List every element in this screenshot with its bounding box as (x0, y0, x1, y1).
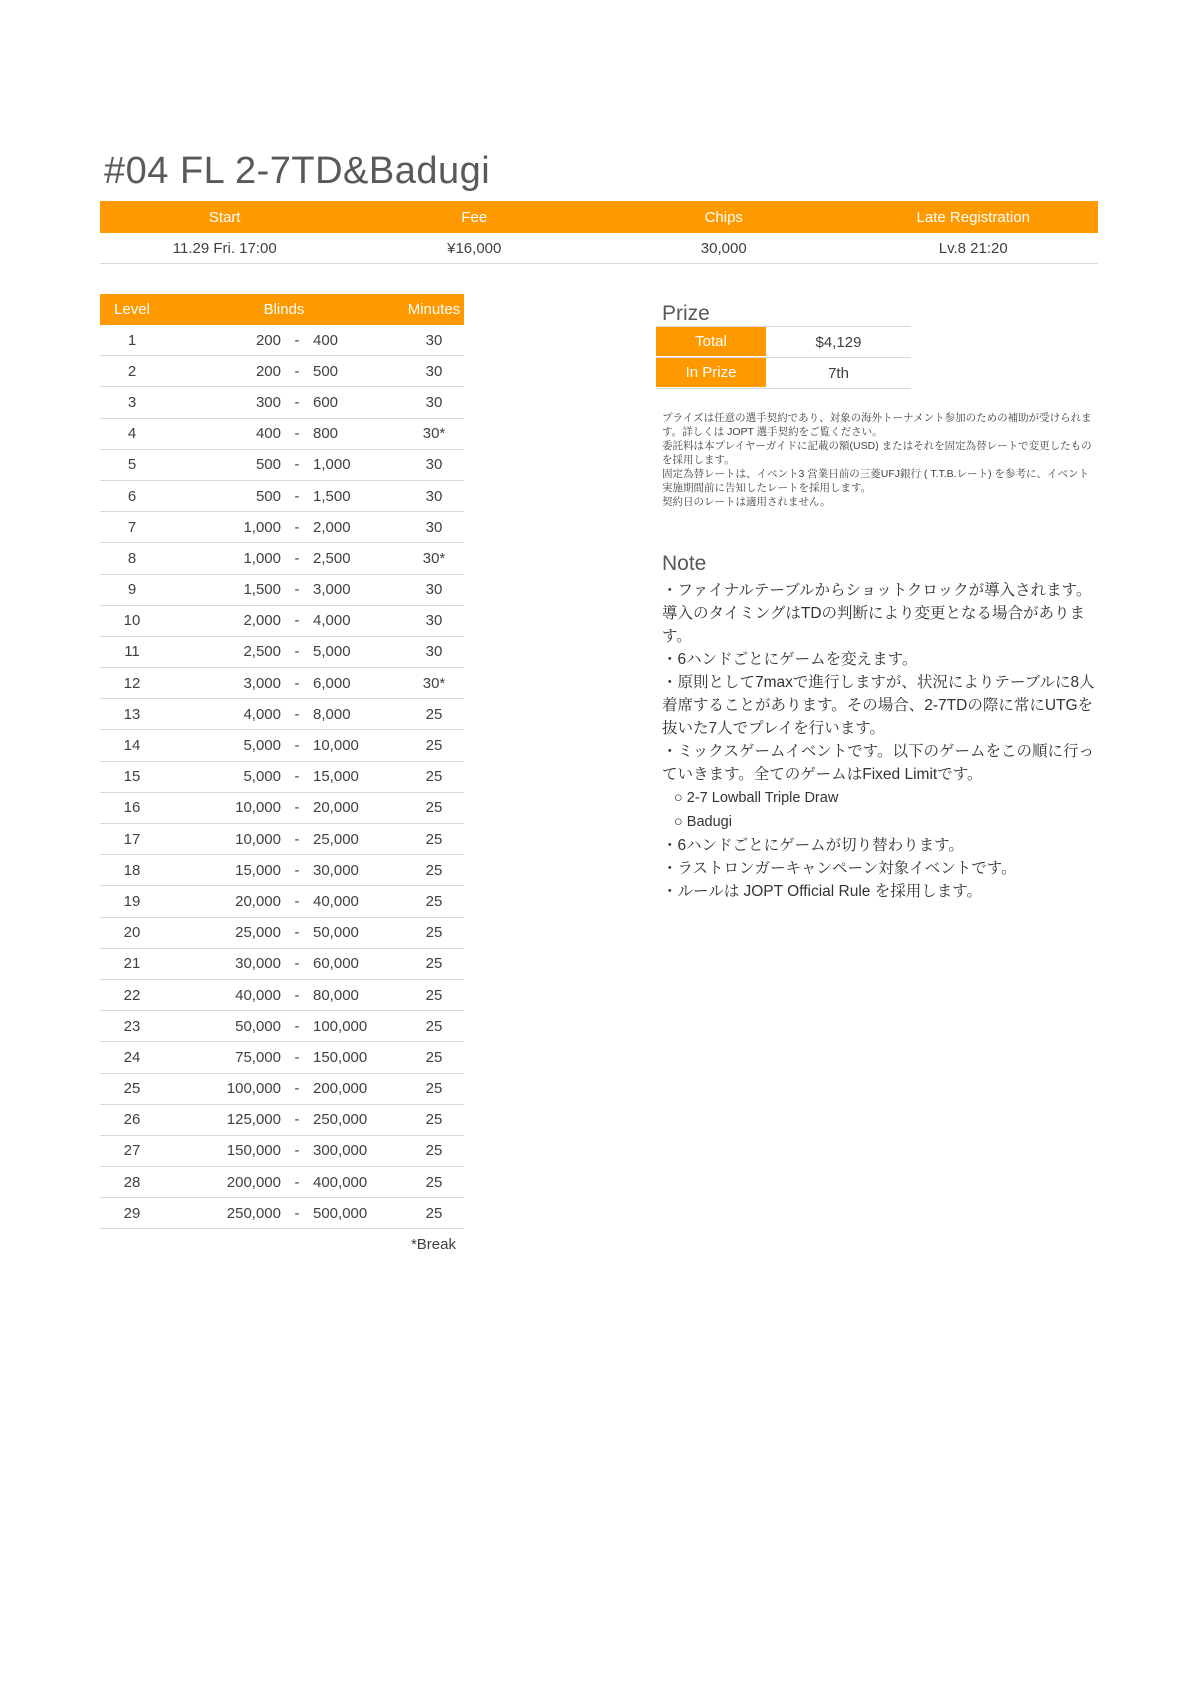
level-cell: 17 (123, 830, 141, 848)
small-blind: 1,500 (243, 581, 281, 599)
blinds-cell (164, 394, 404, 411)
blind-level-row (100, 793, 464, 824)
prize-notes (662, 411, 1092, 509)
small-blind: 3,000 (243, 674, 281, 692)
level-cell: 25 (123, 1080, 141, 1098)
blinds-cell (164, 1142, 404, 1159)
prize-note: 契約日のレートは適用されません。 (662, 496, 831, 508)
big-blind: 2,000 (313, 518, 351, 536)
blinds-cell (164, 1049, 404, 1066)
blind-separator: - (294, 799, 300, 817)
small-blind: 15,000 (235, 861, 281, 879)
big-blind: 2,500 (313, 549, 351, 567)
blind-separator: - (294, 737, 300, 755)
level-cell: 27 (123, 1142, 141, 1160)
minutes-cell: 25 (425, 830, 443, 848)
level-cell: 23 (123, 1017, 141, 1035)
minutes-cell: 25 (425, 1204, 443, 1222)
header-blinds: Blinds (263, 301, 305, 318)
event-info-header (100, 201, 1098, 233)
blinds-cell (164, 1174, 404, 1191)
blind-separator: - (294, 581, 300, 599)
small-blind: 30,000 (235, 955, 281, 973)
minutes-cell: 25 (425, 955, 443, 973)
level-cell: 26 (123, 1111, 141, 1129)
prize-label-in-prize: In Prize (656, 358, 766, 388)
blind-separator: - (294, 861, 300, 879)
note-body (662, 579, 1102, 903)
blind-separator: - (294, 643, 300, 661)
blind-level-row (100, 1105, 464, 1136)
blind-separator: - (294, 1173, 300, 1191)
value-start: 11.29 Fri. 17:00 (172, 239, 277, 257)
blind-separator: - (294, 705, 300, 723)
minutes-cell: 30 (425, 518, 443, 536)
small-blind: 10,000 (235, 830, 281, 848)
big-blind: 15,000 (313, 768, 359, 786)
small-blind: 200,000 (226, 1173, 281, 1191)
level-cell: 6 (127, 487, 137, 505)
header-late-registration: Late Registration (916, 208, 1030, 226)
note-title: Note (662, 552, 707, 575)
level-cell: 28 (123, 1173, 141, 1191)
level-cell: 3 (127, 393, 137, 411)
blinds-cell (164, 488, 404, 505)
level-cell: 15 (123, 768, 141, 786)
blinds-cell (164, 924, 404, 941)
small-blind: 300 (255, 393, 281, 411)
minutes-cell: 25 (425, 1173, 443, 1191)
blind-separator: - (294, 892, 300, 910)
blinds-cell (164, 363, 404, 380)
big-blind: 6,000 (313, 674, 351, 692)
blind-level-row (100, 1042, 464, 1073)
level-cell: 12 (123, 674, 141, 692)
note-item: ・原則として7maxで進行しますが、状況によりテーブルに8人着席することがあります。その場合、2-7TDの際に常にUTGを抜いた7人でプレイを行います。 (662, 674, 1095, 737)
blind-separator: - (294, 456, 300, 474)
blinds-cell (164, 831, 404, 848)
blind-level-row (100, 1136, 464, 1167)
blind-level-row (100, 637, 464, 668)
blind-separator: - (294, 768, 300, 786)
level-cell: 29 (123, 1204, 141, 1222)
big-blind: 25,000 (313, 830, 359, 848)
big-blind: 8,000 (313, 705, 351, 723)
small-blind: 75,000 (235, 1048, 281, 1066)
minutes-cell: 30 (425, 487, 443, 505)
minutes-cell: 30* (422, 674, 446, 692)
big-blind: 800 (313, 425, 339, 443)
big-blind: 500,000 (313, 1204, 368, 1222)
minutes-cell: 30 (425, 456, 443, 474)
minutes-cell: 25 (425, 892, 443, 910)
small-blind: 100,000 (226, 1080, 281, 1098)
big-blind: 500 (313, 362, 339, 380)
blind-level-row (100, 356, 464, 387)
value-late-registration: Lv.8 21:20 (938, 239, 1008, 257)
level-cell: 7 (127, 518, 137, 536)
minutes-cell: 25 (425, 799, 443, 817)
blind-level-row (100, 481, 464, 512)
level-cell: 19 (123, 892, 141, 910)
note-item: ・ファイナルテーブルからショットクロックが導入されます。導入のタイミングはTDの判断により変更となる場合があります。 (662, 582, 1092, 645)
minutes-cell: 25 (425, 986, 443, 1004)
minutes-cell: 30 (425, 612, 443, 630)
header-level: Level (114, 301, 150, 318)
small-blind: 500 (255, 487, 281, 505)
minutes-cell: 25 (425, 768, 443, 786)
note-item: ・ルールは JOPT Official Rule を採用します。 (662, 883, 982, 900)
big-blind: 80,000 (313, 986, 359, 1004)
level-cell: 1 (127, 331, 137, 349)
blinds-cell (164, 799, 404, 816)
blind-level-row (100, 387, 464, 418)
level-cell: 22 (123, 986, 141, 1004)
small-blind: 500 (255, 456, 281, 474)
header-start: Start (208, 208, 241, 226)
blind-level-row (100, 575, 464, 606)
big-blind: 5,000 (313, 643, 351, 661)
event-info-table (100, 201, 1098, 264)
blind-level-row (100, 1198, 464, 1229)
blind-structure-table (100, 294, 464, 1229)
minutes-cell: 25 (425, 705, 443, 723)
small-blind: 5,000 (243, 737, 281, 755)
event-info-values (100, 233, 1098, 264)
prize-note: プライズは任意の選手契約であり、対象の海外トーナメント参加のための補助が受けられます。詳しくは JOPT 選手契約をご覧ください。 (662, 412, 1092, 438)
small-blind: 5,000 (243, 768, 281, 786)
break-note: *Break (410, 1236, 456, 1253)
big-blind: 300,000 (313, 1142, 368, 1160)
blind-separator: - (294, 830, 300, 848)
blind-level-row (100, 824, 464, 855)
prize-value-total: $4,129 (815, 333, 862, 351)
blind-level-row (100, 419, 464, 450)
blind-level-row (100, 730, 464, 761)
big-blind: 40,000 (313, 892, 359, 910)
level-cell: 9 (127, 581, 137, 599)
note-item: ・6ハンドごとにゲームを変えます。 (662, 651, 918, 668)
value-chips: 30,000 (700, 239, 747, 257)
blind-level-row (100, 543, 464, 574)
big-blind: 1,500 (313, 487, 351, 505)
minutes-cell: 30* (422, 425, 446, 443)
blinds-cell (164, 893, 404, 910)
header-minutes: Minutes (407, 301, 461, 318)
prize-title: Prize (662, 302, 710, 325)
prize-value-in-prize: 7th (828, 364, 849, 382)
blinds-cell (164, 519, 404, 536)
prize-label-total: Total (656, 327, 766, 357)
note-item: ・ミックスゲームイベントです。以下のゲームをこの順に行っていきます。全てのゲームはFixed Limitです。 (662, 743, 1094, 783)
small-blind: 20,000 (235, 892, 281, 910)
blinds-cell (164, 332, 404, 349)
minutes-cell: 25 (425, 861, 443, 879)
blind-separator: - (294, 612, 300, 630)
blind-level-row (100, 762, 464, 793)
blind-level-row (100, 668, 464, 699)
blind-separator: - (294, 331, 300, 349)
minutes-cell: 30 (425, 643, 443, 661)
small-blind: 50,000 (235, 1017, 281, 1035)
small-blind: 25,000 (235, 924, 281, 942)
level-cell: 13 (123, 705, 141, 723)
blind-separator: - (294, 393, 300, 411)
level-cell: 24 (123, 1048, 141, 1066)
blind-separator: - (294, 1017, 300, 1035)
blinds-cell (164, 987, 404, 1004)
minutes-cell: 25 (425, 1048, 443, 1066)
blind-separator: - (294, 1111, 300, 1129)
blinds-cell (164, 612, 404, 629)
big-blind: 3,000 (313, 581, 351, 599)
blind-separator: - (294, 924, 300, 942)
minutes-cell: 30 (425, 581, 443, 599)
blinds-cell (164, 550, 404, 567)
small-blind: 200 (255, 331, 281, 349)
blinds-cell (164, 425, 404, 442)
blinds-cell (164, 1111, 404, 1128)
small-blind: 250,000 (226, 1204, 281, 1222)
blind-level-row (100, 886, 464, 917)
prize-row-total (656, 327, 911, 358)
page-title: #04 FL 2-7TD&Badugi (104, 150, 491, 192)
blind-separator: - (294, 986, 300, 1004)
big-blind: 60,000 (313, 955, 359, 973)
blinds-cell (164, 706, 404, 723)
minutes-cell: 25 (425, 1017, 443, 1035)
small-blind: 150,000 (226, 1142, 281, 1160)
header-chips: Chips (704, 208, 743, 226)
small-blind: 1,000 (243, 518, 281, 536)
blinds-cell (164, 768, 404, 785)
big-blind: 10,000 (313, 737, 359, 755)
blind-separator: - (294, 1204, 300, 1222)
blinds-header (100, 294, 464, 325)
blind-separator: - (294, 518, 300, 536)
minutes-cell: 30 (425, 362, 443, 380)
blind-level-row (100, 980, 464, 1011)
level-cell: 14 (123, 737, 141, 755)
small-blind: 200 (255, 362, 281, 380)
level-cell: 5 (127, 456, 137, 474)
blind-level-row (100, 1011, 464, 1042)
level-cell: 2 (127, 362, 137, 380)
blinds-cell (164, 1080, 404, 1097)
big-blind: 600 (313, 393, 339, 411)
blind-level-row (100, 325, 464, 356)
blinds-cell (164, 456, 404, 473)
minutes-cell: 25 (425, 1142, 443, 1160)
minutes-cell: 25 (425, 1080, 443, 1098)
prize-note: 固定為替レートは、イベント3 営業日前の三菱UFJ銀行 ( T.T.B.レート) を参考に、イベント実施期間前に告知したレートを採用します。 (662, 468, 1090, 494)
note-item: ・ラストロンガーキャンペーン対象イベントです。 (662, 860, 1017, 877)
blinds-cell (164, 955, 404, 972)
blind-separator: - (294, 1048, 300, 1066)
game-item: ○ Badugi (674, 814, 732, 830)
level-cell: 18 (123, 861, 141, 879)
prize-table (656, 326, 911, 389)
big-blind: 50,000 (313, 924, 359, 942)
blind-separator: - (294, 549, 300, 567)
blind-level-row (100, 1167, 464, 1198)
blind-level-row (100, 949, 464, 980)
blind-level-row (100, 606, 464, 637)
blind-separator: - (294, 955, 300, 973)
prize-row-in-prize (656, 358, 911, 389)
blind-separator: - (294, 1080, 300, 1098)
blinds-cell (164, 643, 404, 660)
small-blind: 400 (255, 425, 281, 443)
header-fee: Fee (461, 208, 488, 226)
blinds-cell (164, 1205, 404, 1222)
blind-level-row (100, 855, 464, 886)
level-cell: 10 (123, 612, 141, 630)
big-blind: 30,000 (313, 861, 359, 879)
small-blind: 4,000 (243, 705, 281, 723)
level-cell: 20 (123, 924, 141, 942)
big-blind: 20,000 (313, 799, 359, 817)
minutes-cell: 25 (425, 1111, 443, 1129)
minutes-cell: 25 (425, 924, 443, 942)
level-cell: 4 (127, 425, 137, 443)
big-blind: 250,000 (313, 1111, 368, 1129)
blinds-cell (164, 737, 404, 754)
minutes-cell: 30 (425, 331, 443, 349)
big-blind: 150,000 (313, 1048, 368, 1066)
note-item: ・6ハンドごとにゲームが切り替わります。 (662, 837, 964, 854)
small-blind: 10,000 (235, 799, 281, 817)
big-blind: 4,000 (313, 612, 351, 630)
big-blind: 100,000 (313, 1017, 368, 1035)
blinds-cell (164, 862, 404, 879)
blind-rows (100, 325, 464, 1229)
blind-level-row (100, 450, 464, 481)
big-blind: 200,000 (313, 1080, 368, 1098)
blind-separator: - (294, 487, 300, 505)
blind-separator: - (294, 362, 300, 380)
big-blind: 400,000 (313, 1173, 368, 1191)
blinds-cell (164, 581, 404, 598)
small-blind: 2,500 (243, 643, 281, 661)
blind-separator: - (294, 1142, 300, 1160)
big-blind: 400 (313, 331, 339, 349)
minutes-cell: 30* (422, 549, 446, 567)
small-blind: 40,000 (235, 986, 281, 1004)
blinds-cell (164, 1018, 404, 1035)
small-blind: 2,000 (243, 612, 281, 630)
blind-level-row (100, 699, 464, 730)
blind-level-row (100, 512, 464, 543)
prize-note: 委託料は本プレイヤーガイドに記載の額(USD) またはそれを固定為替レートで変更したものを採用します。 (662, 440, 1092, 466)
small-blind: 125,000 (226, 1111, 281, 1129)
game-item: ○ 2-7 Lowball Triple Draw (674, 790, 839, 806)
level-cell: 21 (123, 955, 141, 973)
blind-level-row (100, 918, 464, 949)
blind-separator: - (294, 425, 300, 443)
minutes-cell: 30 (425, 393, 443, 411)
level-cell: 16 (123, 799, 141, 817)
value-fee: ¥16,000 (447, 239, 502, 257)
small-blind: 1,000 (243, 549, 281, 567)
level-cell: 8 (127, 549, 137, 567)
level-cell: 11 (124, 643, 140, 661)
big-blind: 1,000 (313, 456, 351, 474)
minutes-cell: 25 (425, 737, 443, 755)
blinds-cell (164, 675, 404, 692)
blind-level-row (100, 1074, 464, 1105)
blind-separator: - (294, 674, 300, 692)
